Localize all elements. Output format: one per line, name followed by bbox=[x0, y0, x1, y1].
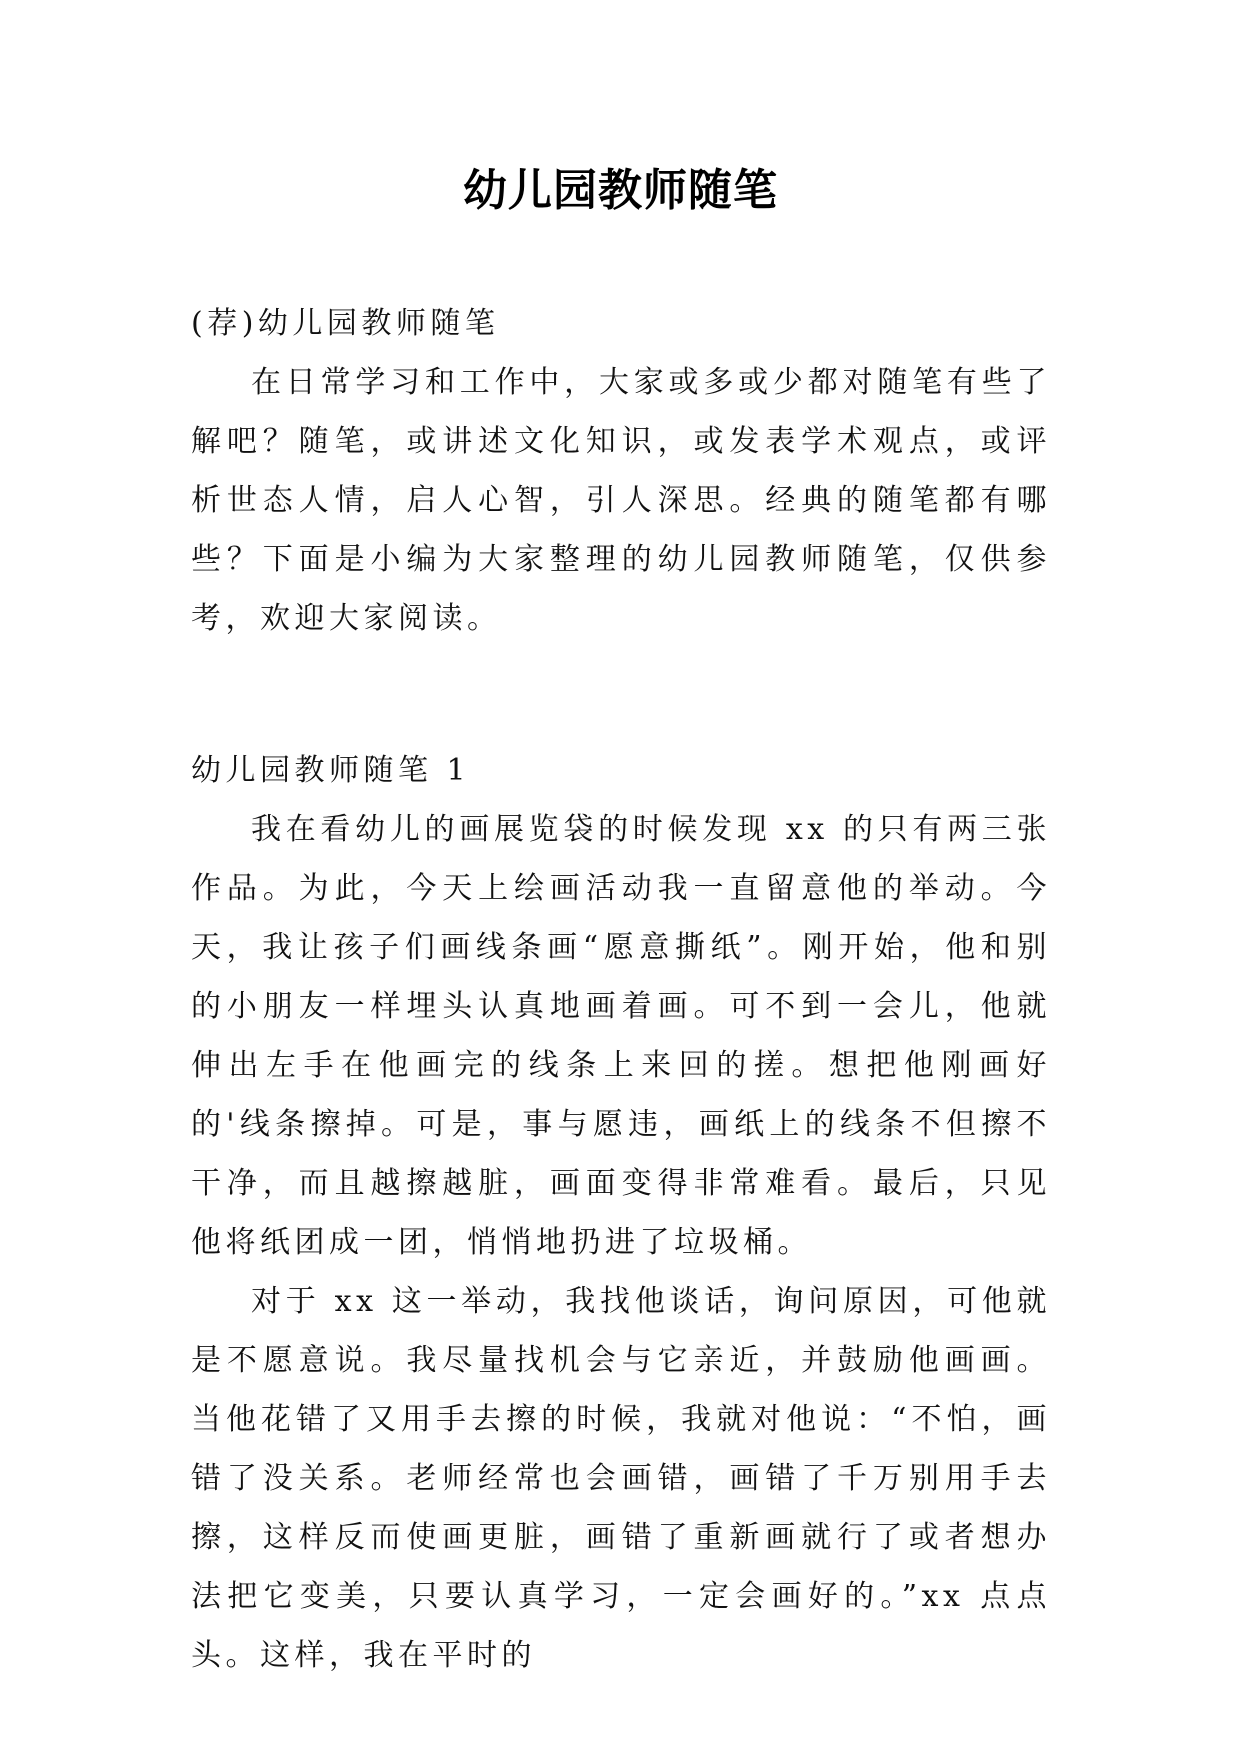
document-body bbox=[191, 294, 1051, 1685]
document-title: 幼儿园教师随笔 bbox=[463, 165, 778, 216]
body-paragraph: 我在看幼儿的画展览袋的时候发现 xx 的只有两三张作品。为此，今天上绘画活动我一直留意他的举动。今天，我让孩子们画线条画“愿意撕纸”。刚开始，他和别的小朋友一样埋头认真地画着画。可不到一会儿，他就伸出左手在他画完的线条上来回的搓。想把他刚画好的'线条擦掉。可是，事与愿违，画纸上的线条不但擦不干净，而且越擦越脏，画面变得非常难看。最后，只见他将纸团成一团，悄悄地扔进了垃圾桶。 bbox=[191, 812, 1051, 1260]
body-paragraph: 对于 xx 这一举动，我找他谈话，询问原因，可他就是不愿意说。我尽量找机会与它亲近，并鼓励他画画。当他花错了又用手去擦的时候，我就对他说：“不怕，画错了没关系。老师经常也会画错，画错了千万别用手去擦，这样反而使画更脏，画错了重新画就行了或者想办法把它变美，只要认真学习，一定会画好的。”xx 点点头。这样，我在平时的 bbox=[191, 1284, 1051, 1673]
intro-paragraph: 在日常学习和工作中，大家或多或少都对随笔有些了解吧？随笔，或讲述文化知识，或发表学术观点，或评析世态人情，启人心智，引人深思。经典的随笔都有哪些？下面是小编为大家整理的幼儿园教师随笔，仅供参考，欢迎大家阅读。 bbox=[191, 365, 1051, 636]
section-heading: 幼儿园教师随笔 1 bbox=[191, 753, 471, 788]
document-subtitle: (荐)幼儿园教师随笔 bbox=[191, 306, 500, 341]
